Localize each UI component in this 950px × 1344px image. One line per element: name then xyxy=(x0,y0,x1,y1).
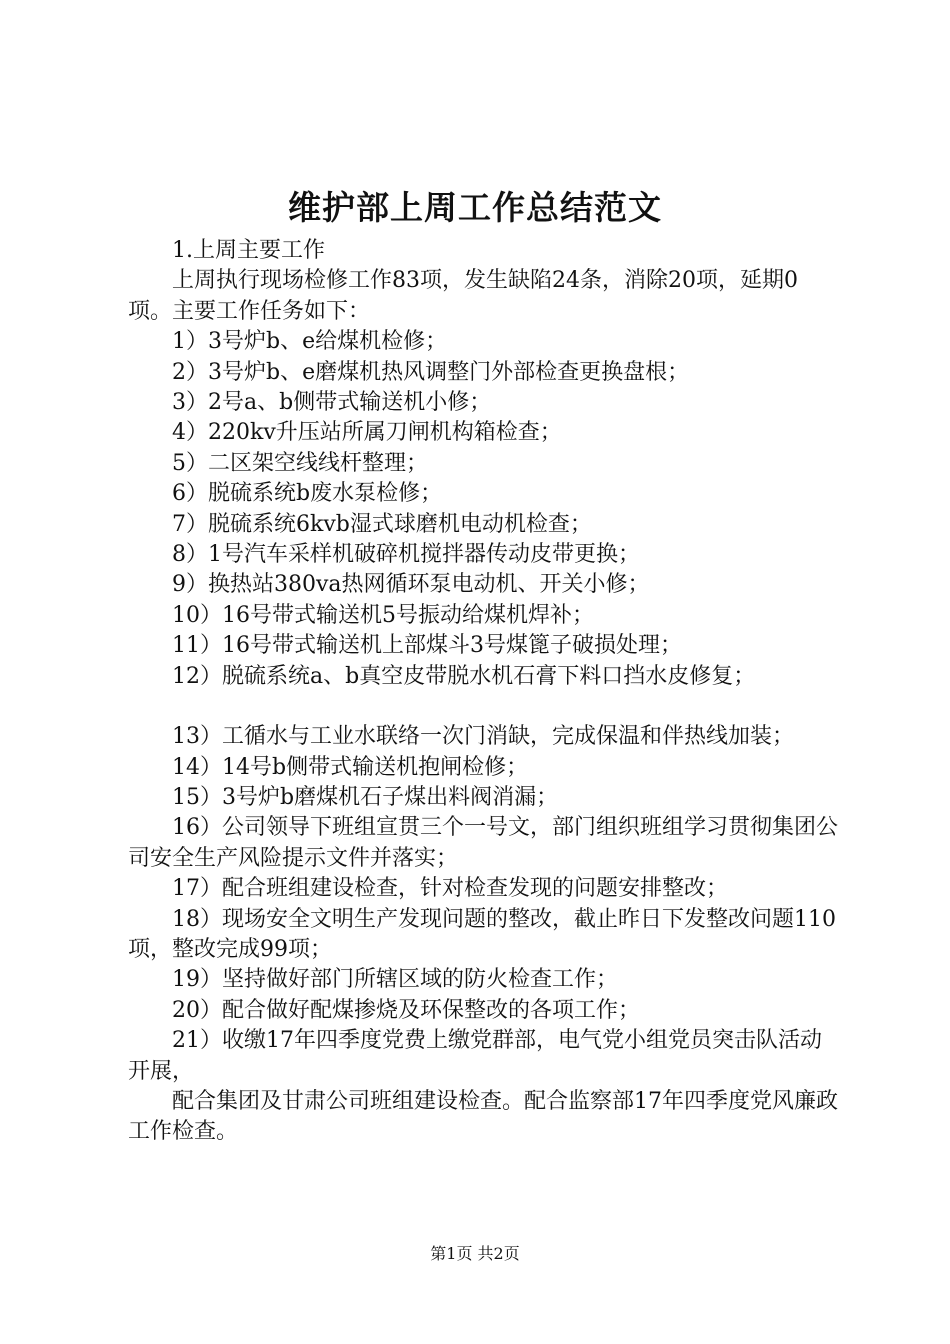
list-item: 18）现场安全文明生产发现问题的整改，截止昨日下发整改问题110项，整改完成99项； xyxy=(128,906,836,962)
section-heading: 1.上周主要工作 xyxy=(172,238,325,263)
document-body xyxy=(128,236,840,1148)
list-item: 8）1号汽车采样机破碎机搅拌器传动皮带更换； xyxy=(172,542,640,568)
list-item: 7）脱硫系统6kvb湿式球磨机电动机检查； xyxy=(172,511,592,537)
list-item: 12）脱硫系统a、b真空皮带脱水机石膏下料口挡水皮修复； xyxy=(172,663,756,689)
document-title: 维护部上周工作总结范文 xyxy=(288,188,662,227)
list-item: 17）配合班组建设检查，针对检查发现的问题安排整改； xyxy=(172,876,728,902)
list-item: 20）配合做好配煤掺烧及环保整改的各项工作； xyxy=(172,997,640,1023)
list-item: 15）3号炉b磨煤机石子煤出料阀消漏； xyxy=(172,784,559,810)
list-item: 19）坚持做好部门所辖区域的防火检查工作； xyxy=(172,967,618,993)
list-item: 21）收缴17年四季度党费上缴党群部，电气党小组党员突击队活动开展， xyxy=(128,1028,822,1084)
list-item: 1）3号炉b、e给煤机检修； xyxy=(172,329,448,355)
list-item: 13）工循水与工业水联络一次门消缺，完成保温和伴热线加装； xyxy=(172,724,794,750)
list-item: 10）16号带式输送机5号振动给煤机焊补； xyxy=(172,602,594,628)
list-item: 11）16号带式输送机上部煤斗3号煤篦子破损处理； xyxy=(172,633,682,659)
list-item: 3）2号a、b侧带式输送机小修； xyxy=(172,390,492,416)
list-item: 2）3号炉b、e磨煤机热风调整门外部检查更换盘根； xyxy=(172,359,690,385)
page-footer: 第1页 共2页 xyxy=(430,1244,520,1263)
list-item: 6）脱硫系统b废水泵检修； xyxy=(172,481,443,507)
list-item: 5）二区架空线线杆整理； xyxy=(172,450,428,476)
list-item: 14）14号b侧带式输送机抱闸检修； xyxy=(172,754,529,780)
list-item: 9）换热站380va热网循环泵电动机、开关小修； xyxy=(172,572,650,598)
list-item: 16）公司领导下班组宣贯三个一号文，部门组织班组学习贯彻集团公司安全生产风险提示文件并落实； xyxy=(128,815,838,871)
list-item: 4）220kv升压站所属刀闸机构箱检查； xyxy=(172,420,562,446)
closing-paragraph: 配合集团及甘肃公司班组建设检查。配合监察部17年四季度党风廉政工作检查。 xyxy=(128,1088,838,1145)
intro-paragraph: 上周执行现场检修工作83项，发生缺陷24条，消除20项，延期0项。主要工作任务如下： xyxy=(128,268,798,324)
